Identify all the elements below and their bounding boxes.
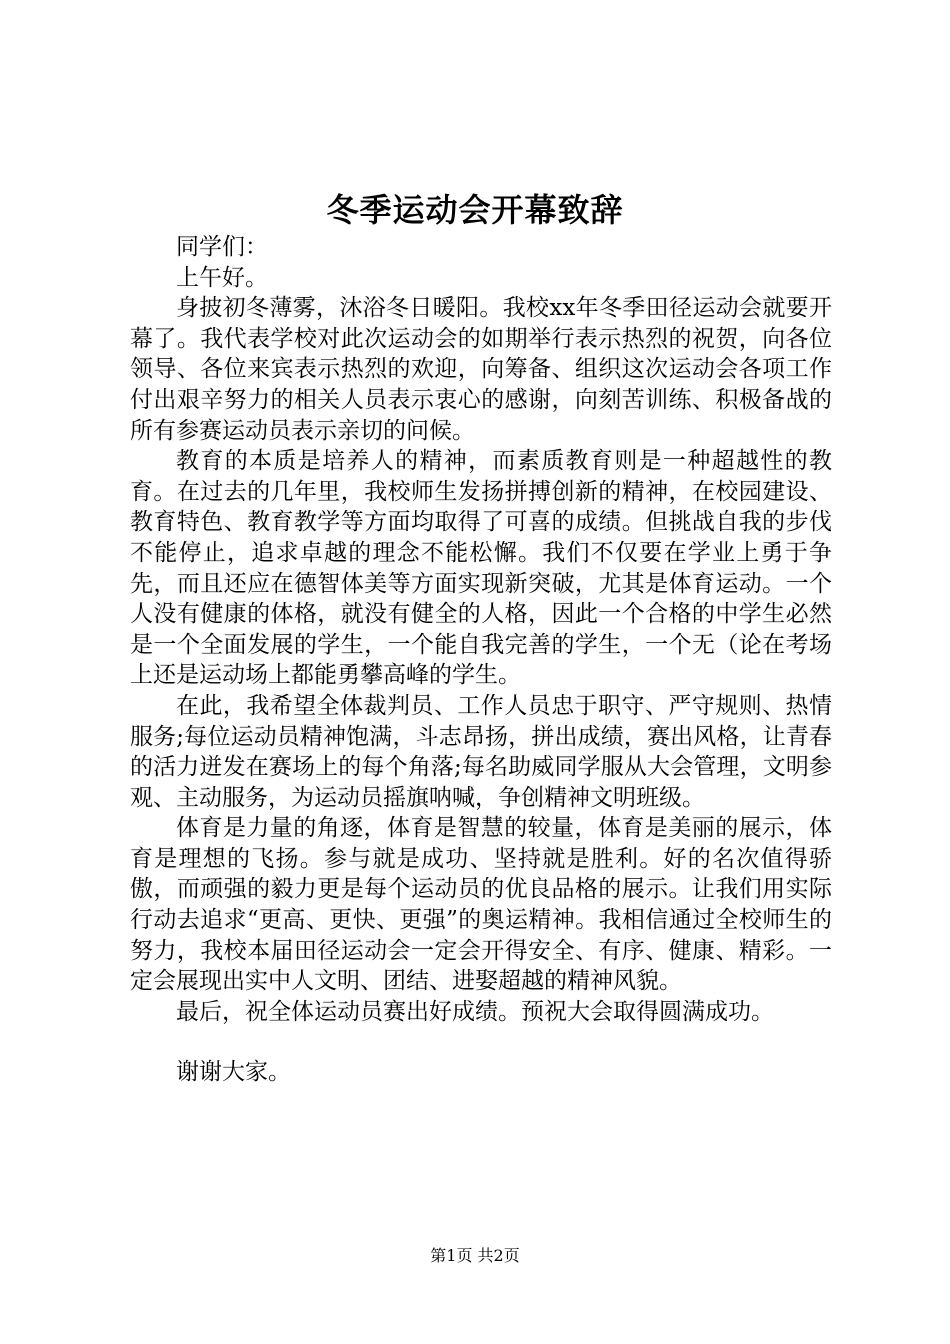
thanks: 谢谢大家。 [176,1059,291,1086]
paragraph-closing: 最后，祝全体运动员赛出好成绩。预祝大会取得圆满成功。 [176,998,774,1025]
paragraph-opening: 身披初冬薄雾，沐浴冬日暖阳。我校xx年冬季田径运动会就要开幕了。我代表学校对此次运动会的如期举行表示热烈的祝贺，向各位领导、各位来宾表示热烈的欢迎，向筹备、组织这次运动会各项工作付出艰辛努力的相关人员表示衷心的感谢，向刻苦训练、积极备战的所有参赛运动员表示亲切的问候。 [130,295,832,444]
document-body [130,232,832,1088]
paragraph-hopes: 在此，我希望全体裁判员、工作人员忠于职守、严守规则、热情服务;每位运动员精神饱满，斗志昂扬，拼出成绩，赛出风格，让青春的活力迸发在赛场上的每个角落;每名助威同学服从大会管理，文明参观、主动服务，为运动员摇旗呐喊，争创精神文明班级。 [130,692,832,811]
paragraph-sports-spirit: 体育是力量的角逐，体育是智慧的较量，体育是美丽的展示，体育是理想的飞扬。参与就是成功、坚持就是胜利。好的名次值得骄傲，而顽强的毅力更是每个运动员的优良品格的展示。让我们用实际行动去追求“更高、更快、更强”的奥运精神。我相信通过全校师生的努力，我校本届田径运动会一定会开得安全、有序、健康、精彩。一定会展现出实中人文明、团结、进娶超越的精神风貌。 [130,815,832,995]
document-title: 冬季运动会开幕致辞 [326,191,624,229]
page-footer: 第1页 共2页 [430,1246,520,1265]
paragraph-education: 教育的本质是培养人的精神，而素质教育则是一种超越性的教育。在过去的几年里，我校师生发扬拼搏创新的精神，在校园建设、教育特色、教育教学等方面均取得了可喜的成绩。但挑战自我的步伐不能停止，追求卓越的理念不能松懈。我们不仅要在学业上勇于争先，而且还应在德智体美等方面实现新突破，尤其是体育运动。一个人没有健康的体格，就没有健全的人格，因此一个合格的中学生必然是一个全面发展的学生，一个能自我完善的学生，一个无（论在考场上还是运动场上都能勇攀高峰的学生。 [130,448,832,689]
greeting: 上午好。 [176,264,268,291]
salutation: 同学们： [176,234,268,260]
